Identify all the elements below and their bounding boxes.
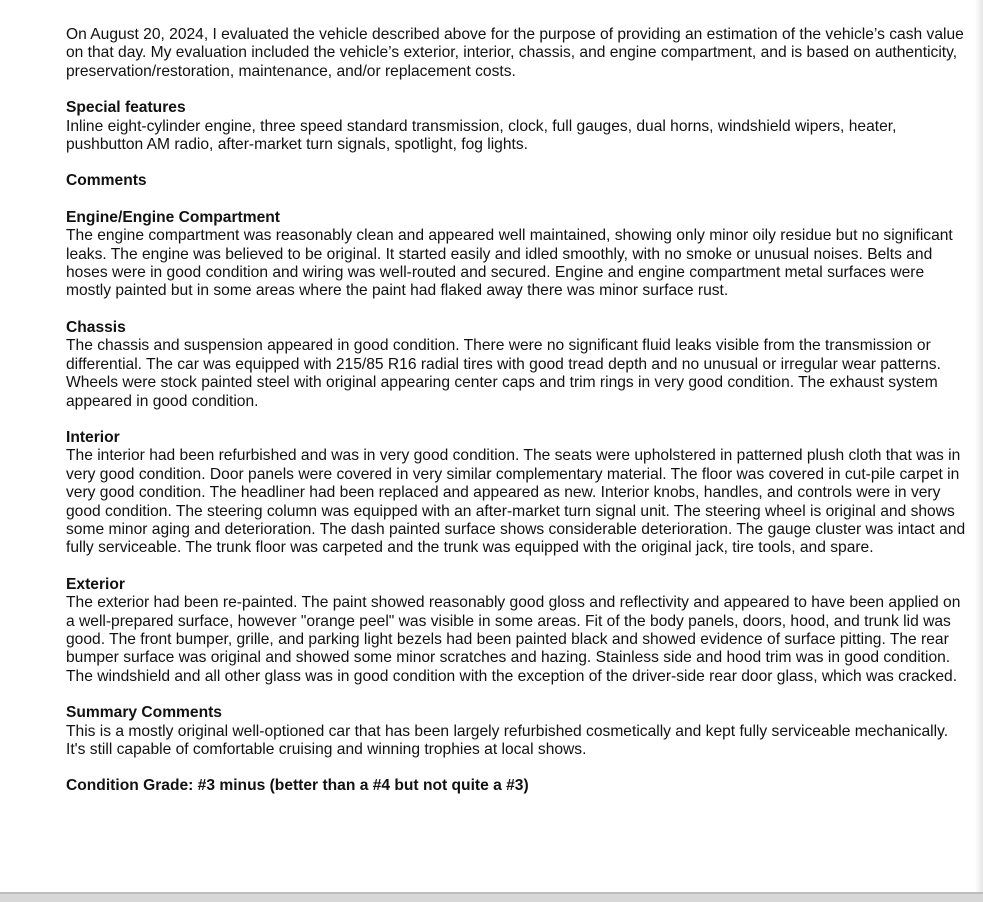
engine-heading: Engine/Engine Compartment [66,208,280,226]
engine-section [66,209,966,301]
intro-paragraph: On August 20, 2024, I evaluated the vehicle described above for the purpose of providing an estimation of the vehicle’s cash value on that day. My evaluation included the vehicle’s exterior, interior, chassis, and engine compartment, and is based on authenticity, preservation/restoration, maintenance, and/or replacement costs. [66,26,964,80]
interior-text: The interior had been refurbished and was in very good condition. The seats were upholstered in patterned plush cloth that was in very good condition. Door panels were covered in very similar complementary material. The floor was covered in cut-pile carpet in very good condition. The headliner had been replaced and appeared as new. Interior knobs, handles, and controls were in very good condition. The steering column was equipped with an after-market turn signal unit. The steering wheel is original and shows some minor aging and deterioration. The dash painted surface shows considerable deterioration. The gauge cluster was intact and fully serviceable. The trunk floor was carpeted and the trunk was equipped with the original jack, tire tools, and spare. [66,447,966,557]
summary-heading: Summary Comments [66,704,222,722]
special-features-section [66,99,966,154]
interior-section [66,429,966,558]
exterior-heading: Exterior [66,575,125,593]
comments-section [66,172,966,190]
summary-section [66,704,966,759]
page-right-edge [975,0,983,892]
interior-heading: Interior [66,428,120,446]
chassis-section [66,319,966,411]
page-bottom-edge [0,892,983,902]
special-features-heading: Special features [66,99,186,117]
chassis-heading: Chassis [66,318,126,336]
comments-heading: Comments [66,172,147,190]
exterior-section [66,576,966,686]
summary-text: This is a mostly original well-optioned car that has been largely refurbished cosmetically and kept fully serviceable mechanically. It's still capable of comfortable cruising and winning trophies at local shows. [66,722,949,758]
appraisal-body [66,26,966,796]
exterior-text: The exterior had been re-painted. The paint showed reasonably good gloss and reflectivity and appeared to have been applied on a well-prepared surface, however "orange peel" was visible in some areas. Fit of the body panels, doors, hood, and trunk lid was good. The front bumper, grille, and parking light bezels had been painted black and showed evidence of surface pitting. The rear bumper surface was original and showed some minor scratches and hazing. Stainless side and hood trim was in good condition. The windshield and all other glass was in good condition with the exception of the driver-side rear door glass, which was cracked. [66,594,961,685]
special-features-text: Inline eight-cylinder engine, three speed standard transmission, clock, full gauges, dual horns, windshield wipers, heater, pushbutton AM radio, after-market turn signals, spotlight, fog lights. [66,117,897,154]
chassis-text: The chassis and suspension appeared in good condition. There were no significant fluid leaks visible from the transmission or differential. The car was equipped with 215/85 R16 radial tires with good tread depth and no unusual or irregular wear patterns. Wheels were stock painted steel with original appearing center caps and trim rings in very good condition. The exhaust system appeared in good condition. [66,337,941,410]
condition-grade: Condition Grade: #3 minus (better than a #4 but not quite a #3) [66,777,529,795]
engine-text: The engine compartment was reasonably clean and appeared well maintained, showing only minor oily residue but no significant leaks. The engine was believed to be original. It started easily and idled smoothly, with no smoke or unusual noises. Belts and hoses were in good condition and wiring was well-routed and secured. Engine and engine compartment metal surfaces were mostly painted but in some areas where the paint had flaked away there was minor surface rust. [66,227,953,300]
